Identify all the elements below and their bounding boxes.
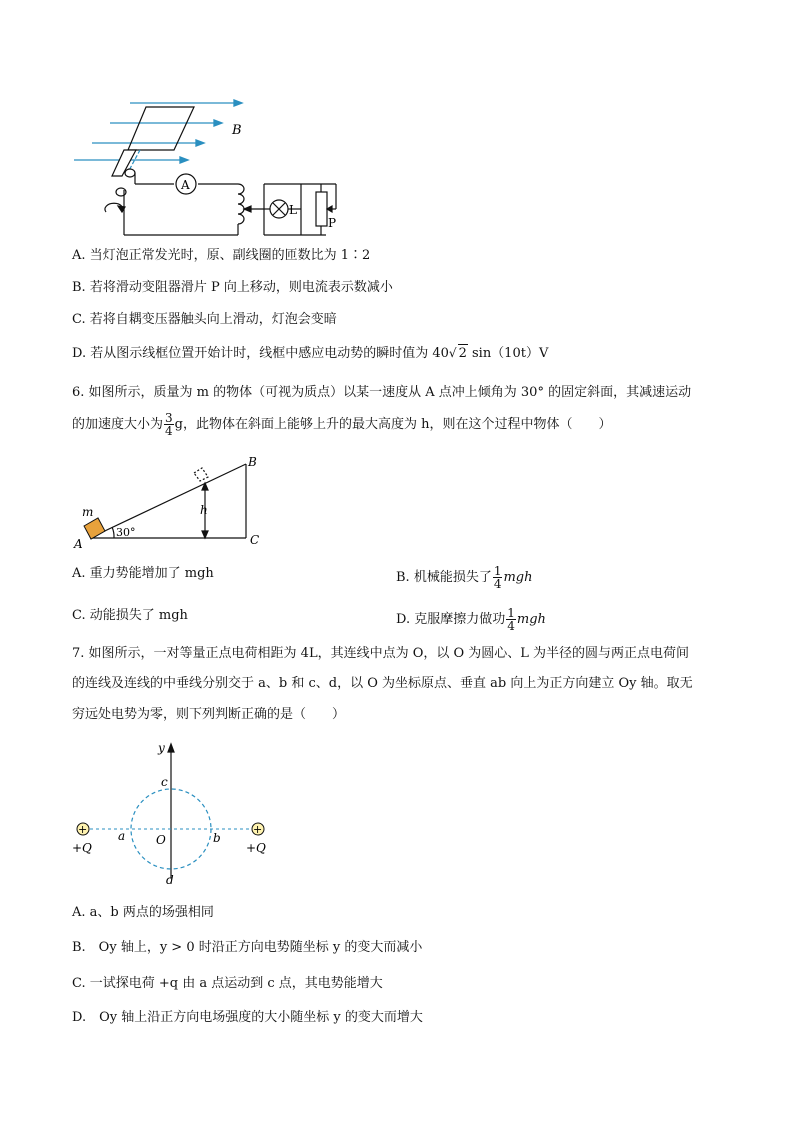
- q7-stem-line1: 7. 如图所示，一对等量正点电荷相距为 4L，其连线中点为 O，以 O 为圆心、L 为半径的圆与两正点电荷间: [72, 646, 690, 661]
- q6-option-c: C. 动能损失了 mgh: [72, 608, 188, 623]
- q6-stem-line2-suffix: g，此物体在斜面上能够上升的最大高度为 h，则在这个过程中物体（ ）: [174, 417, 612, 432]
- q6-option-b-prefix: B. 机械能损失了: [396, 570, 492, 585]
- point-a-label: a: [118, 829, 126, 843]
- y-axis-label: y: [158, 741, 165, 755]
- q6-option-b-numerator: 1: [493, 564, 502, 578]
- incline-figure: [72, 450, 272, 550]
- ammeter-label: A: [181, 178, 190, 192]
- charge-right: [252, 823, 264, 836]
- q7-option-d: D. Oy 轴上沿正方向电场强度的大小随坐标 y 的变大而增大: [72, 1010, 423, 1025]
- q6-option-d-prefix: D. 克服摩擦力做功: [396, 612, 506, 627]
- charge-left-sign: +: [78, 823, 88, 836]
- point-b-label: b: [213, 831, 221, 845]
- q5-option-d-suffix: sin（10t）V: [471, 346, 549, 361]
- point-c-label: c: [161, 775, 168, 789]
- q6-option-b-fraction: [493, 565, 503, 590]
- q6-option-d: [396, 607, 546, 632]
- q6-stem-line1: 6. 如图所示，质量为 m 的物体（可视为质点）以某一速度从 A 点冲上倾角为 30° 的固定斜面，其减速运动: [72, 385, 692, 400]
- q6-frac-numerator: 3: [165, 411, 173, 425]
- q5-option-b: B. 若将滑动变阻器滑片 P 向上移动，则电流表示数减小: [72, 280, 393, 295]
- q5-option-c: C. 若将自耦变压器触头向上滑动，灯泡会变暗: [72, 312, 337, 327]
- q5-option-a: A. 当灯泡正常发光时，原、副线圈的匝数比为 1∶2: [72, 248, 371, 263]
- mass-label: m: [82, 505, 94, 519]
- charges-figure: [70, 738, 280, 888]
- q7-stem-line3: 穷远处电势为零，则下列判断正确的是（ ）: [72, 707, 346, 722]
- q6-accel-fraction: [164, 412, 174, 437]
- q5-option-d: D. 若从图示线框位置开始计时，线框中感应电动势的瞬时值为 40√ 2 sin（10t）V: [72, 346, 549, 361]
- charge-right-sign: +: [253, 823, 263, 836]
- q7-option-a: A. a、b 两点的场强相同: [72, 905, 214, 920]
- q6-stem-line2-prefix: 的加速度大小为: [72, 417, 164, 432]
- field-label: B: [232, 123, 242, 138]
- q6-option-d-numerator: 1: [507, 606, 515, 620]
- generator-transformer-figure: [66, 92, 356, 242]
- charge-right-label: +Q: [246, 841, 266, 855]
- origin-label: O: [156, 833, 166, 847]
- angle-label: 30°: [116, 526, 136, 539]
- q6-frac-denominator: 4: [165, 424, 173, 438]
- point-a-label: A: [74, 537, 83, 550]
- q6-option-d-fraction: [506, 607, 516, 632]
- q6-option-d-suffix: mgh: [516, 612, 546, 627]
- height-label: h: [200, 503, 208, 517]
- q7-option-c: C. 一试探电荷 +q 由 a 点运动到 c 点，其电势能增大: [72, 976, 383, 991]
- charge-left: [77, 823, 89, 836]
- q5-option-d-prefix: D. 若从图示线框位置开始计时，线框中感应电动势的瞬时值为 40: [72, 346, 449, 361]
- slider-label: P: [328, 216, 337, 230]
- q5-option-d-radicand: 2: [458, 346, 467, 361]
- point-d-label: d: [166, 873, 174, 887]
- q7-option-b: B. Oy 轴上，y > 0 时沿正方向电势随坐标 y 的变大而减小: [72, 940, 423, 955]
- block-m: [84, 518, 105, 539]
- q6-option-d-denominator: 4: [507, 619, 515, 633]
- q7-stem-line2: 的连线及连线的中垂线分别交于 a、b 和 c、d，以 O 为坐标原点、垂直 ab 向上为正方向建立 Oy 轴。取无: [72, 676, 693, 691]
- lamp-label: L: [289, 203, 297, 217]
- point-b-label: B: [248, 455, 257, 469]
- q6-option-a: A. 重力势能增加了 mgh: [72, 566, 214, 581]
- q6-option-b-suffix: mgh: [503, 570, 533, 585]
- q6-option-b-denominator: 4: [493, 577, 502, 591]
- q6-option-b: [396, 565, 533, 590]
- rotating-coil: [105, 107, 336, 235]
- q6-stem-line2: [72, 412, 611, 437]
- point-c-label: C: [250, 533, 260, 547]
- magnetic-field-lines: [74, 100, 242, 163]
- charge-left-label: +Q: [72, 841, 92, 855]
